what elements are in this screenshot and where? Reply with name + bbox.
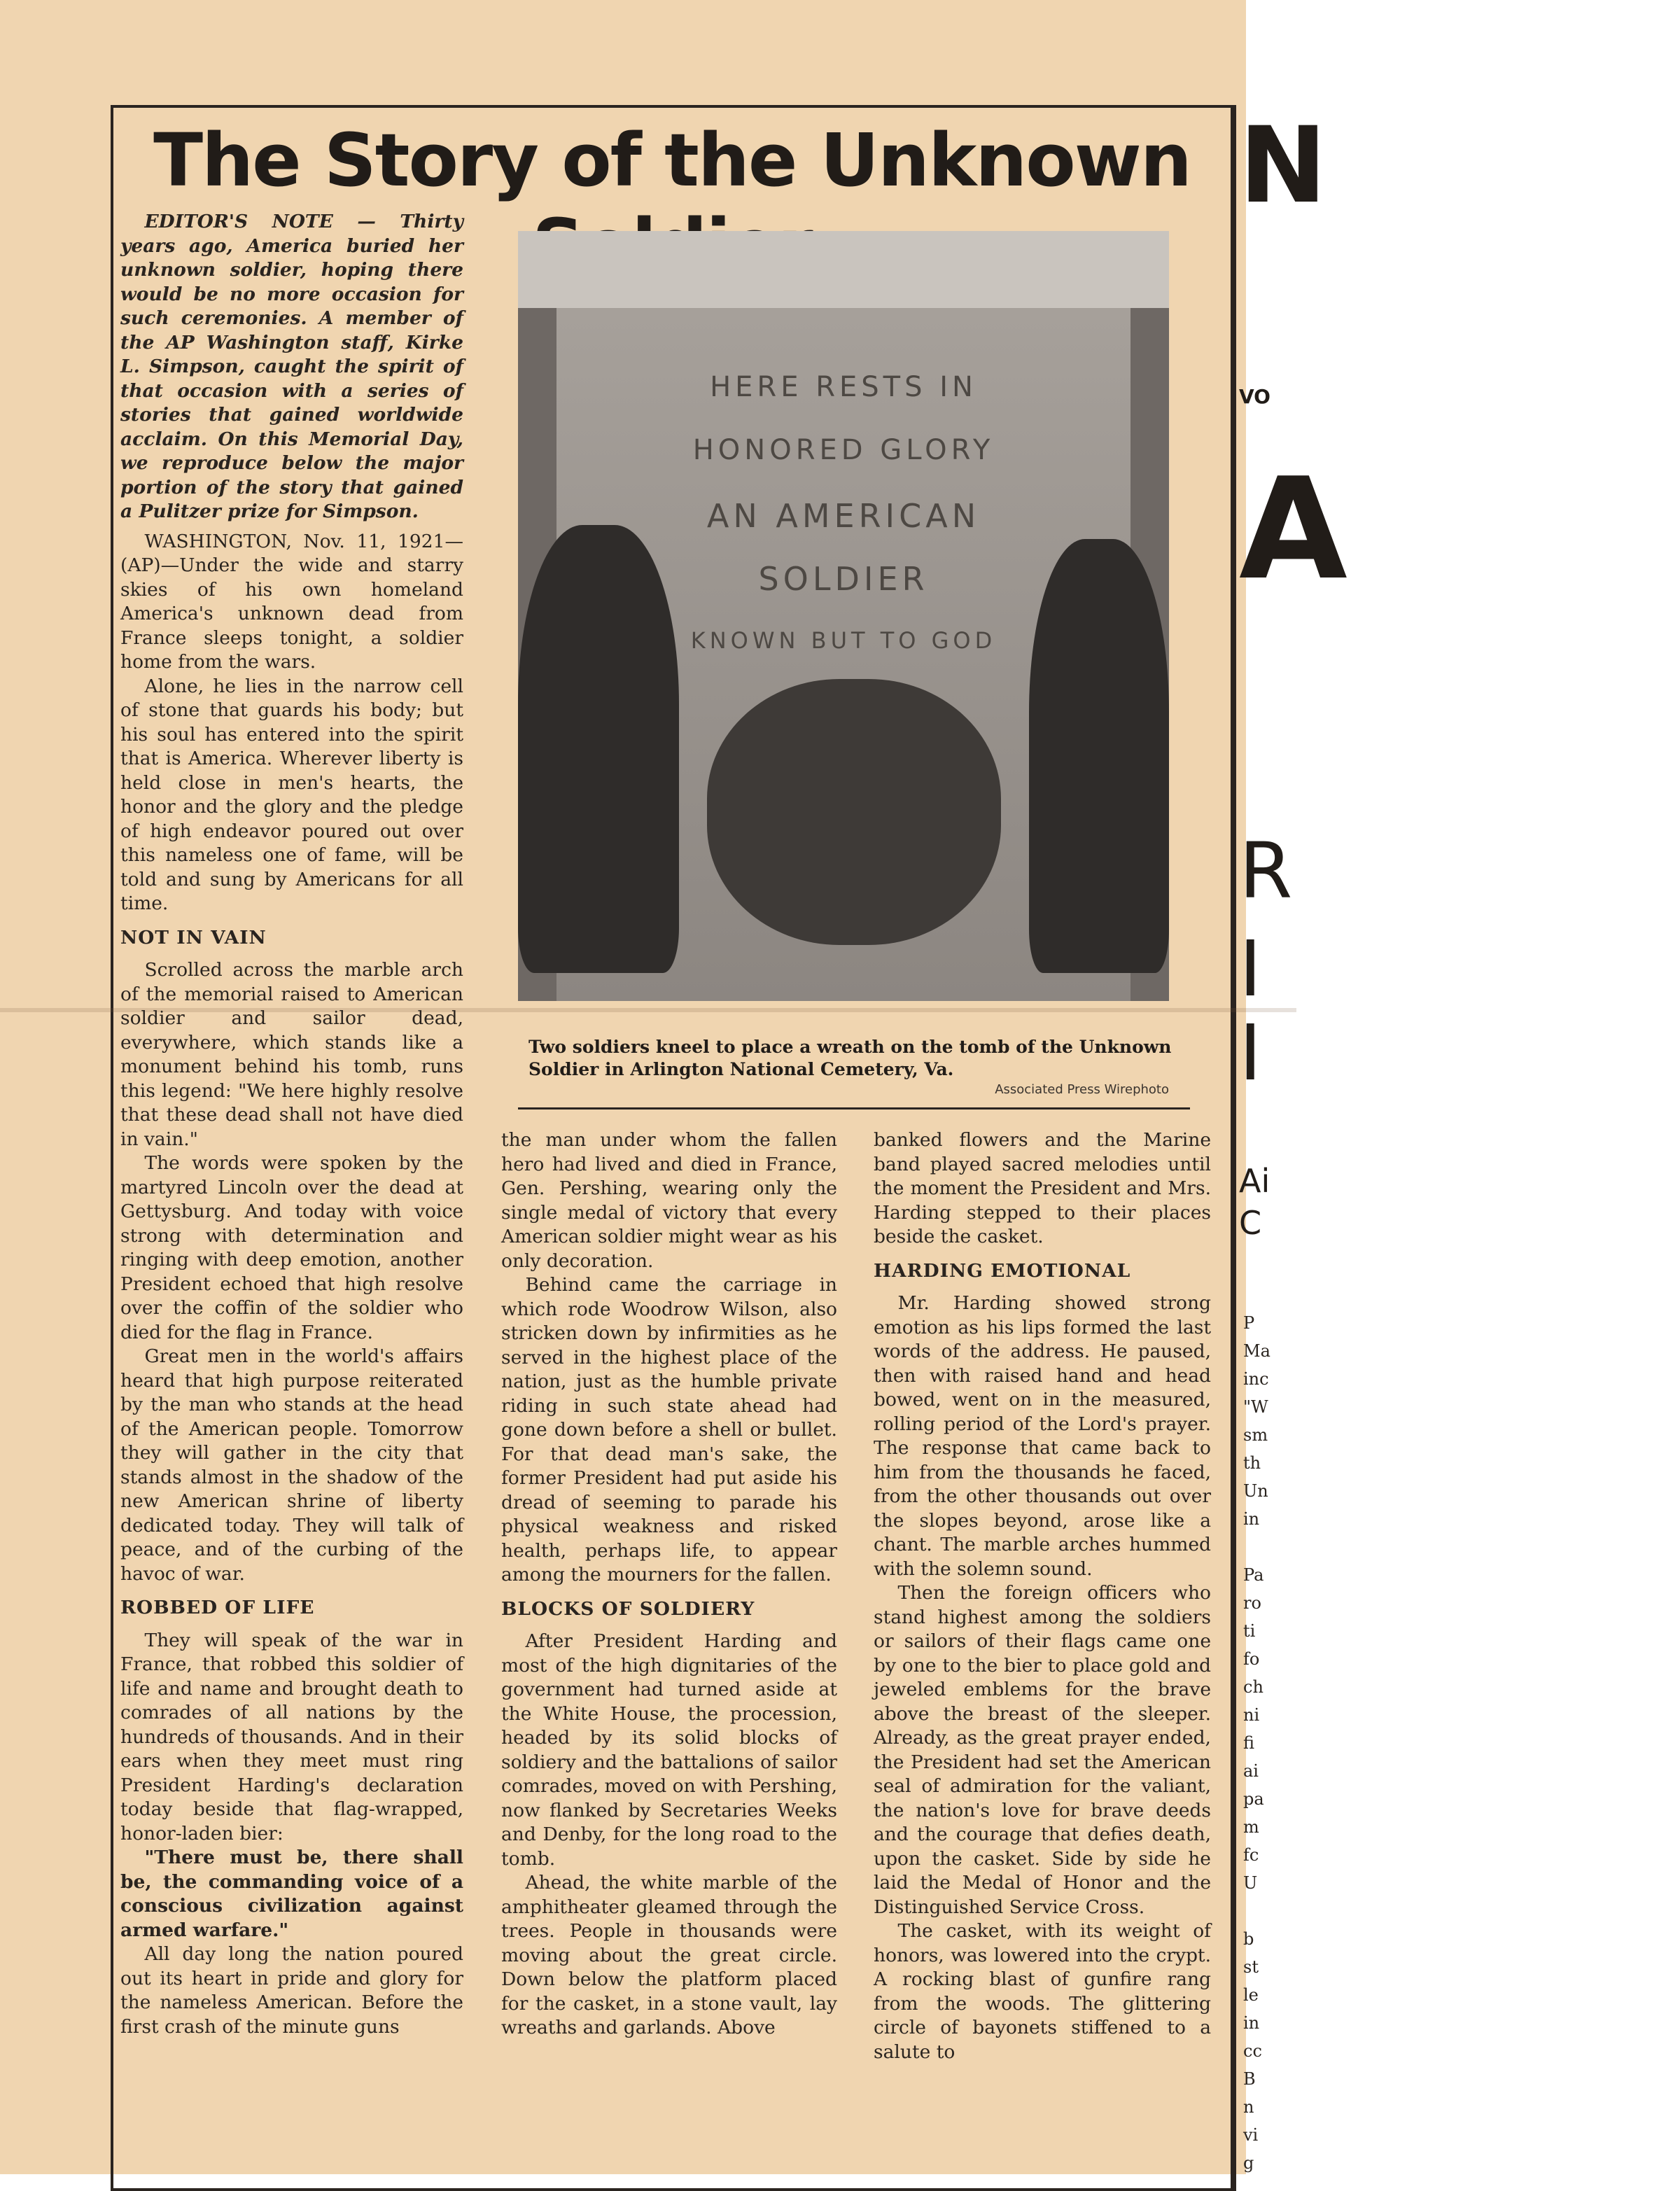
fragment: ro: [1243, 1593, 1261, 1613]
fragment: fo: [1243, 1649, 1260, 1669]
fragment: b: [1243, 1929, 1254, 1949]
paragraph: the man under whom the fallen hero had lived and died in France, Gen. Pershing, wearing only the single medal of victory that every American soldier might wear as his only decoration.: [501, 1129, 837, 1272]
fragment: m: [1243, 1817, 1259, 1837]
paragraph: Alone, he lies in the narrow cell of stone that guards his body; but his soul has entered into the spirit that is America. Wherever liberty is held close in men's hearts, the honor and the glory and the pledge of high endeavor poured out over this nameless one of fame, will be told and sung by Americans for all time.: [120, 675, 463, 914]
subheading: HARDING EMOTIONAL: [874, 1259, 1131, 1282]
paragraph: After President Harding and most of the high dignitaries of the government had turned aside at the White House, the procession, headed by its solid blocks of soldiery and the battalions of sailor comrades, moved on with Pershing, now flanked by Secretaries Weeks and Denby, for the long road to the tomb.: [501, 1630, 837, 1870]
fragment: ni: [1243, 1705, 1260, 1725]
fragment: [1243, 1897, 1270, 1925]
fragment: P: [1243, 1313, 1255, 1333]
adjacent-headline-fragment: N: [1239, 105, 1327, 227]
fragment: in: [1243, 1509, 1260, 1529]
paragraph: Scrolled across the marble arch of the memorial raised to American soldier and sailor dead, everywhere, which stands like a monument behind his tomb, runs this legend: "We here highly resolve that these dead shall not have died in vain.": [120, 959, 463, 1150]
inscription-line: AN AMERICAN: [706, 497, 981, 535]
wreath: [707, 679, 1001, 945]
adjacent-label: VO: [1239, 385, 1270, 408]
soldier-right: [1029, 539, 1169, 973]
fragment: in: [1243, 2013, 1260, 2033]
fragment: U: [1243, 1873, 1258, 1893]
adjacent-headline-fragment: C: [1239, 1204, 1262, 1242]
paragraph: Great men in the world's affairs heard that high purpose reiterated by the man who stands at the head of the American people. Tomorrow they will gather in the city that stands almost in the shadow of the new American shrine of liberty dedicated today. They will talk of peace, and of the curbing of the havoc of war.: [120, 1345, 463, 1585]
paragraph: Then the foreign officers who stand highest among the soldiers or sailors of their flags came one by one to the bier to place gold and jeweled emblems for the brave above the breast of the sleeper. Already, as the great prayer ended, the President had set the American seal of admiration for the valiant, the nation's love for brave deeds and the courage that defies death, upon the casket. Side by side he laid the Medal of Honor and the Distinguished Service Cross.: [874, 1582, 1211, 1918]
fragment: Pa: [1243, 1565, 1264, 1585]
editors-note: EDITOR'S NOTE — Thirty years ago, America buried her unknown soldier, hoping there would be no more occasion for such ceremonies. A member of the AP Washington staff, Kirke L. Simpson, caught the spirit of that occasion with a series of stories that gained worldwide acclaim. On this Memorial Day, we reproduce below the major portion of the story that gained a Pulitzer prize for Simpson.: [120, 211, 463, 522]
paragraph: The casket, with its weight of honors, was lowered into the crypt. A rocking blast of gunfire rang from the woods. The glittering circle of bayonets stiffened to a salute to: [874, 1920, 1211, 2063]
adjacent-headline-fragment: A: [1239, 448, 1348, 611]
quote: "There must be, there shall be, the commanding voice of a conscious civilization against armed warfare.": [120, 1847, 463, 1941]
paragraph: WASHINGTON, Nov. 11, 1921—(AP)—Under the wide and starry skies of his own homeland America's unknown dead from France sleeps tonight, a soldier home from the wars.: [120, 530, 463, 673]
fragment: ch: [1243, 1677, 1264, 1697]
photo-credit: Associated Press Wirephoto: [995, 1082, 1169, 1097]
soldier-left: [518, 525, 679, 973]
subheading: BLOCKS OF SOLDIERY: [501, 1597, 755, 1620]
fragment: th: [1243, 1453, 1261, 1473]
fragment: inc: [1243, 1369, 1269, 1389]
fragment: B: [1243, 2069, 1256, 2089]
adjacent-headline-fragment: Ai: [1239, 1162, 1270, 1200]
paragraph: All day long the nation poured out its heart in pride and glory for the nameless American. Before the first crash of the minute guns: [120, 1943, 463, 2038]
headline: The Story of the Unknown: [153, 118, 1191, 203]
tomb-cornice: [518, 231, 1169, 308]
fragment: le: [1243, 1985, 1259, 2005]
subheading: ROBBED OF LIFE: [120, 1597, 315, 1618]
fragment: st: [1243, 1957, 1259, 1977]
fragment: [1243, 1533, 1270, 1561]
fragment: sm: [1243, 1425, 1268, 1445]
fragment: ai: [1243, 1761, 1259, 1781]
column-2: [501, 1128, 837, 2040]
inscription-line: HONORED GLORY: [692, 434, 995, 466]
fragment: fc: [1243, 1845, 1259, 1865]
tomb-photo: [518, 231, 1169, 1001]
column-rule-right: [1233, 105, 1236, 2191]
fragment: fi: [1243, 1733, 1255, 1753]
photo-caption: Two soldiers kneel to place a wreath on the tomb of the Unknown Soldier in Arlington National Cemetery, Va.: [528, 1037, 1172, 1079]
fragment: Un: [1243, 1481, 1268, 1501]
inscription-line: SOLDIER: [758, 560, 929, 598]
horizontal-rule: [518, 1107, 1190, 1110]
fragment: vi: [1243, 2125, 1259, 2145]
inscription-line: HERE RESTS IN: [710, 371, 977, 403]
paragraph: They will speak of the war in France, that robbed this soldier of life and name and brought death to comrades of all nations by the hundreds of thousands. And in their ears when they meet must ring President Harding's declaration today beside that flag-wrapped, honor-laden bier:: [120, 1629, 463, 1844]
adjacent-headline-fragment: R: [1239, 826, 1293, 916]
fragment: n: [1243, 2097, 1254, 2117]
fragment: Ma: [1243, 1341, 1270, 1361]
paragraph: Ahead, the white marble of the amphitheater gleamed through the trees. People in thousands were moving about the great circle. Down below the platform placed for the casket, in a stone vault, lay wreaths and garlands. Above: [501, 1872, 837, 2038]
column-3: [874, 1128, 1211, 2064]
paragraph: Behind came the carriage in which rode Woodrow Wilson, also stricken down by infirmities as he served in the highest place of the nation, just as the humble private riding in such state ahead had gone down before a shell or bullet. For that dead man's sake, the former President had put aside his dread of seeming to parade his physical weakness and risked health, perhaps life, to appear among the mourners for the fallen.: [501, 1274, 837, 1586]
paragraph: The words were spoken by the martyred Lincoln over the dead at Gettysburg. And today with voice strong with determination and ringing with deep emotion, another President echoed that high resolve over the coffin of the soldier who died for the flag in France.: [120, 1152, 463, 1343]
fragment: "W: [1243, 1397, 1268, 1417]
fragment: g: [1243, 2153, 1254, 2173]
subheading: NOT IN VAIN: [120, 926, 267, 948]
adjacent-headline-fragment: I: [1239, 1008, 1262, 1098]
fragment: ti: [1243, 1621, 1256, 1641]
paragraph: banked flowers and the Marine band played sacred melodies until the moment the President and Mrs. Harding stepped to their places beside the casket.: [874, 1129, 1211, 1247]
fragment: pa: [1243, 1789, 1264, 1809]
paragraph: Mr. Harding showed strong emotion as his lips formed the last words of the address. He paused, then with raised hand and head bowed, went on in the measured, rolling period of the Lord's prayer. The response that came back to him from the thousands he faced, from the other thousands out over the slopes beyond, arose like a chant. The marble arches hummed with the solemn sound.: [874, 1292, 1211, 1580]
fragment: cc: [1243, 2041, 1262, 2061]
adjacent-column-fragment: [1243, 1309, 1270, 2177]
column-1: [120, 210, 463, 2039]
inscription-line: KNOWN BUT TO GOD: [690, 627, 997, 654]
adjacent-headline-fragment: I: [1239, 924, 1262, 1014]
